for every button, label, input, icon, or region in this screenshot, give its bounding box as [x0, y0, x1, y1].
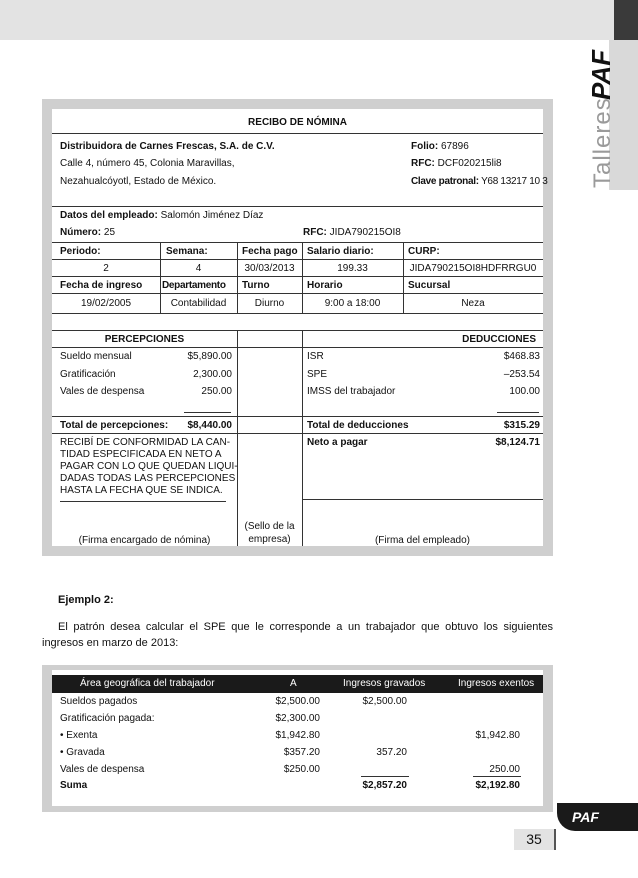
percepciones-header: PERCEPCIONES [104, 334, 185, 345]
total-percepciones-value: $8,440.00 [187, 420, 232, 431]
periodo-value: 2 [103, 263, 109, 274]
top-bar [0, 0, 614, 40]
table-cell: $2,500.00 [275, 696, 320, 707]
perc-label: Sueldo mensual [60, 351, 132, 362]
recibi-text: PAGAR CON LO QUE QUEDAN LIQUI- [60, 461, 238, 472]
table-row-label: • Gravada [60, 747, 105, 758]
company-address-2: Nezahualcóyotl, Estado de México. [60, 176, 217, 187]
side-talleres-label: Talleres [589, 97, 616, 188]
employee-number: Número: 25 [60, 227, 116, 238]
table-cell: $2,192.80 [475, 780, 520, 791]
horario-header: Horario [307, 280, 343, 291]
turno-header: Turno [242, 280, 270, 291]
header-exentos: Ingresos exentos [458, 678, 535, 689]
sello-empresa: empresa) [248, 534, 291, 545]
sello-empresa: (Sello de la [244, 521, 295, 532]
table-row-label: Sueldos pagados [60, 696, 138, 707]
folio: Folio: 67896 [411, 141, 469, 152]
salario-header: Salario diario: [307, 246, 374, 257]
semana-value: 4 [195, 263, 202, 274]
ded-value: 100.00 [509, 386, 540, 397]
salario-value: 199.33 [337, 263, 368, 274]
perc-label: Vales de despensa [60, 386, 145, 397]
receipt-title: RECIBO DE NÓMINA [248, 117, 347, 128]
ded-value: $468.83 [503, 351, 540, 362]
table-cell: $2,300.00 [275, 713, 320, 724]
recibi-text: HASTA LA FECHA QUE SE INDICA. [60, 485, 223, 496]
table-cell: $2,857.20 [362, 780, 407, 791]
periodo-header: Periodo: [60, 246, 101, 257]
sucursal-value: Neza [461, 298, 485, 309]
fecha-ingreso-header: Fecha de ingreso [60, 280, 143, 291]
company-rfc: RFC: DCF020215li8 [411, 158, 502, 169]
employee-rfc: RFC: JIDA790215OI8 [303, 227, 401, 238]
neto-value: $8,124.71 [495, 437, 540, 448]
curp-value: JIDA790215OI8HDFRRGU0 [409, 263, 537, 274]
curp-header: CURP: [408, 246, 440, 257]
firma-encargado: (Firma encargado de nómina) [78, 535, 211, 546]
example-paragraph: El patrón desea calcular el SPE que le corresponde a un trabajador que obtuvo los siguientes ingresos en marzo de 2013: [42, 621, 553, 649]
top-bar-accent [614, 0, 638, 40]
ded-label: IMSS del trabajador [307, 386, 396, 397]
table-row-label: • Exenta [60, 730, 98, 741]
footer-brand-logo: PAF [572, 809, 599, 825]
table-cell: 357.20 [376, 747, 407, 758]
recibi-text: TIDAD ESPECIFICADA EN NETO A [60, 449, 222, 460]
table-row-label: Suma [60, 780, 88, 791]
table-cell: $357.20 [283, 747, 320, 758]
turno-value: Diurno [254, 298, 285, 309]
company-address-1: Calle 4, número 45, Colonia Maravillas, [60, 158, 235, 169]
perc-value: 2,300.00 [193, 369, 232, 380]
example-title: Ejemplo 2: [58, 594, 114, 606]
side-brand-logo: PAF [586, 49, 616, 100]
firma-empleado: (Firma del empleado) [374, 535, 471, 546]
fecha-ingreso-value: 19/02/2005 [80, 298, 132, 309]
ded-label: ISR [307, 351, 324, 362]
departamento-value: Contabilidad [170, 298, 227, 309]
departamento-header: Departamento [162, 280, 226, 291]
page-number: 35 [514, 829, 556, 850]
fecha-pago-value: 30/03/2013 [244, 263, 295, 274]
total-deducciones-value: $315.29 [503, 420, 540, 431]
table-cell: $250.00 [283, 764, 320, 775]
total-percepciones-label: Total de percepciones: [60, 420, 169, 431]
total-deducciones-label: Total de deducciones [307, 420, 409, 431]
table-cell: 250.00 [489, 764, 520, 775]
neto-label: Neto a pagar [307, 437, 368, 448]
perc-value: 250.00 [201, 386, 232, 397]
recibi-text: DADAS TODAS LAS PERCEPCIONES [60, 473, 236, 484]
recibi-text: RECIBÍ DE CONFORMIDAD LA CAN- [60, 437, 231, 448]
deducciones-header: DEDUCCIONES [462, 334, 536, 345]
clave-patronal: Clave patronal: Y68 13217 10 3 [411, 176, 548, 187]
perc-label: Gratificación [60, 369, 116, 380]
ded-label: SPE [307, 369, 328, 380]
perc-value: $5,890.00 [187, 351, 232, 362]
header-gravados: Ingresos gravados [343, 678, 426, 689]
semana-header: Semana: [166, 246, 208, 257]
sucursal-header: Sucursal [408, 280, 451, 291]
ded-value: –253.54 [503, 369, 540, 380]
table-cell: $1,942.80 [275, 730, 320, 741]
header-area: Área geográfica del trabajador [80, 678, 215, 689]
horario-value: 9:00 a 18:00 [324, 298, 381, 309]
table-row-label: Vales de despensa [60, 764, 145, 775]
employee-name: Datos del empleado: Salomón Jiménez Díaz [60, 210, 264, 221]
company-name: Distribuidora de Carnes Frescas, S.A. de C.V. [60, 141, 275, 152]
fecha-pago-header: Fecha pago [242, 246, 298, 257]
table-cell: $1,942.80 [475, 730, 520, 741]
table-cell: $2,500.00 [362, 696, 407, 707]
table-row-label: Gratificación pagada: [60, 713, 155, 724]
header-a: A [290, 678, 297, 689]
